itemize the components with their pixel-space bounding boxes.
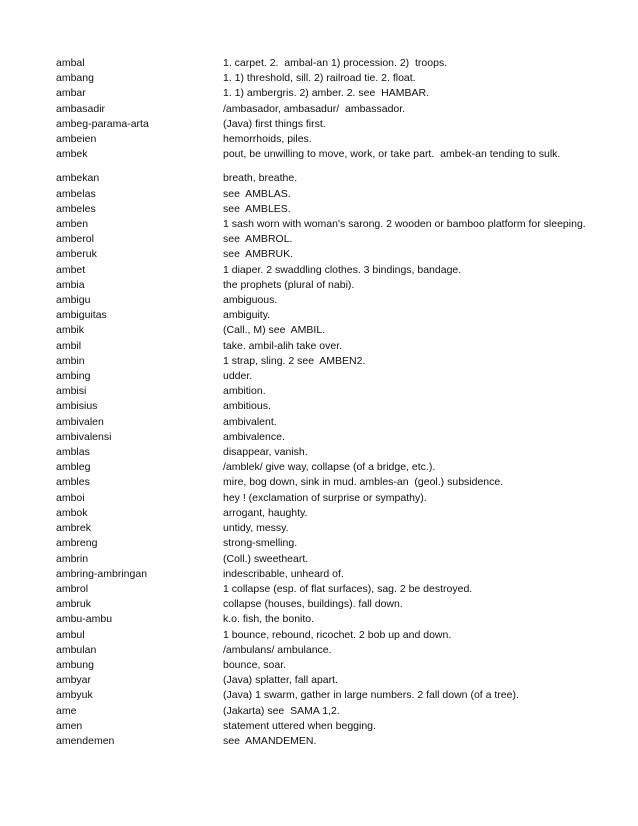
- entry-row: [56, 734, 596, 749]
- entry-definition: see AMANDEMEN.: [223, 734, 317, 747]
- entry-row: [56, 263, 596, 278]
- entry-row: [56, 384, 596, 399]
- entry-row: [56, 147, 596, 162]
- entry-definition: indescribable, unheard of.: [223, 567, 344, 580]
- entry-row: [56, 117, 596, 132]
- entry-definition: 1. 1) threshold, sill. 2) railroad tie. 2. float.: [223, 72, 416, 85]
- entry-definition: ambivalence.: [223, 430, 285, 443]
- entry-definition: udder.: [223, 370, 253, 383]
- entry-definition: /ambulans/ ambulance.: [223, 643, 332, 656]
- entry-definition: (Java) first things first.: [223, 117, 326, 130]
- entry-term: ambeg-parama-arta: [56, 117, 149, 130]
- entry-row: [56, 202, 596, 217]
- entry-term: ambar: [56, 87, 86, 100]
- entry-row: [56, 536, 596, 551]
- entry-term: amben: [56, 218, 89, 231]
- entry-term: ambeles: [56, 202, 96, 215]
- entry-definition: statement uttered when begging.: [223, 719, 376, 732]
- entry-row: [56, 612, 596, 627]
- entry-term: ambung: [56, 658, 94, 671]
- entry-term: amen: [56, 719, 83, 732]
- entry-term: ambrin: [56, 552, 89, 565]
- entry-term: ambok: [56, 506, 88, 519]
- entry-term: ambasadir: [56, 102, 106, 115]
- entry-list: [56, 56, 596, 749]
- entry-row: [56, 323, 596, 338]
- entry-row: [56, 187, 596, 202]
- entry-definition: arrogant, haughty.: [223, 506, 308, 519]
- entry-definition: /ambasador, ambasadur/ ambassador.: [223, 102, 406, 115]
- entry-term: ame: [56, 704, 77, 717]
- entry-term: ambleg: [56, 461, 91, 474]
- entry-term: ambu-ambu: [56, 613, 113, 626]
- entry-term: ambekan: [56, 172, 100, 185]
- entry-definition: ambiguity.: [223, 309, 271, 322]
- entry-definition: disappear, vanish.: [223, 446, 308, 459]
- entry-row: [56, 399, 596, 414]
- entry-definition: 1. carpet. 2. ambal-an 1) procession. 2) troops.: [223, 57, 448, 69]
- entry-definition: see AMBRUK.: [223, 248, 294, 261]
- entry-row: [56, 308, 596, 323]
- entry-term: ambisius: [56, 400, 98, 413]
- entry-definition: 1 strap, sling. 2 see AMBEN2.: [223, 354, 366, 367]
- entry-term: ambiguitas: [56, 309, 107, 322]
- entry-row: [56, 445, 596, 460]
- entry-definition: 1 sash worn with woman's sarong. 2 wooden or bamboo platform for sleeping.: [223, 218, 586, 231]
- entry-term: ambyar: [56, 674, 92, 687]
- entry-definition: ambition.: [223, 385, 266, 398]
- entry-row: [56, 719, 596, 734]
- entry-row: [56, 475, 596, 490]
- entry-row: [56, 491, 596, 506]
- entry-definition: ambitious.: [223, 400, 271, 413]
- entry-term: ambles: [56, 476, 90, 489]
- entry-term: ambivalen: [56, 415, 104, 428]
- entry-definition: mire, bog down, sink in mud. ambles-an (geol.) subsidence.: [223, 476, 504, 489]
- entry-definition: (Jakarta) see SAMA 1,2.: [223, 704, 340, 717]
- entry-row: [56, 247, 596, 262]
- entry-term: ambing: [56, 370, 91, 383]
- entry-row: [56, 132, 596, 147]
- entry-term: ambreng: [56, 537, 98, 550]
- entry-row: [56, 597, 596, 612]
- entry-definition: the prophets (plural of nabi).: [223, 278, 355, 291]
- entry-term: amberuk: [56, 248, 97, 261]
- entry-term: amberol: [56, 233, 94, 246]
- entry-row: [56, 658, 596, 673]
- entry-definition: ambiguous.: [223, 294, 278, 307]
- entry-term: ambisi: [56, 385, 87, 398]
- entry-term: ambal: [56, 57, 85, 69]
- entry-definition: 1 bounce, rebound, ricochet. 2 bob up and down.: [223, 628, 452, 641]
- entry-term: ambeien: [56, 133, 97, 146]
- entry-definition: (Coll.) sweetheart.: [223, 552, 309, 565]
- entry-row: [56, 688, 596, 703]
- entry-term: ambik: [56, 324, 85, 337]
- entry-term: ambigu: [56, 294, 91, 307]
- entry-definition: take. ambil-alih take over.: [223, 339, 343, 352]
- entry-term: amboi: [56, 491, 85, 504]
- entry-definition: k.o. fish, the bonito.: [223, 613, 315, 626]
- entry-row: [56, 430, 596, 445]
- entry-row: [56, 171, 596, 186]
- entry-row: [56, 278, 596, 293]
- entry-row: [56, 628, 596, 643]
- entry-row: [56, 552, 596, 567]
- entry-definition: /amblek/ give way, collapse (of a bridge, etc.).: [223, 461, 436, 474]
- entry-row: [56, 71, 596, 86]
- entry-definition: pout, be unwilling to move, work, or take part. ambek-an tending to sulk.: [223, 148, 561, 161]
- entry-term: amendemen: [56, 734, 115, 747]
- entry-term: ambet: [56, 263, 86, 276]
- entry-row: [56, 704, 596, 719]
- entry-term: ambek: [56, 148, 88, 161]
- entry-row: [56, 521, 596, 536]
- entry-definition: (Java) 1 swarm, gather in large numbers. 2 fall down (of a tree).: [223, 689, 519, 702]
- entry-term: ambring-ambringan: [56, 567, 148, 580]
- entry-row: [56, 339, 596, 354]
- entry-definition: strong-smelling.: [223, 537, 298, 550]
- entry-definition: collapse (houses, buildings). fall down.: [223, 598, 403, 611]
- entry-term: ambelas: [56, 187, 96, 200]
- entry-term: ambruk: [56, 598, 92, 611]
- entry-definition: bounce, soar.: [223, 658, 287, 671]
- entry-definition: hey ! (exclamation of surprise or sympathy).: [223, 491, 427, 504]
- entry-term: ambrol: [56, 582, 89, 595]
- entry-definition: 1 diaper. 2 swaddling clothes. 3 bindings, bandage.: [223, 263, 462, 276]
- entry-definition: see AMBLAS.: [223, 187, 291, 200]
- entry-term: ambrek: [56, 522, 92, 535]
- entry-row: [56, 354, 596, 369]
- entry-definition: see AMBROL.: [223, 233, 293, 246]
- entry-definition: ambivalent.: [223, 415, 277, 428]
- entry-row: [56, 567, 596, 582]
- entry-term: ambulan: [56, 643, 97, 656]
- entry-definition: breath, breathe.: [223, 172, 298, 185]
- entry-term: ambivalensi: [56, 430, 112, 443]
- entry-row: [56, 86, 596, 101]
- entry-definition: untidy, messy.: [223, 522, 289, 535]
- entry-term: ambul: [56, 628, 85, 641]
- entry-row: [56, 460, 596, 475]
- entry-row: [56, 217, 596, 232]
- entry-row: [56, 582, 596, 597]
- entry-definition: see AMBLES.: [223, 202, 291, 215]
- entry-term: amblas: [56, 446, 90, 459]
- entry-row: [56, 102, 596, 117]
- entry-row: [56, 506, 596, 521]
- entry-definition: hemorrhoids, piles.: [223, 133, 312, 146]
- entry-term: ambia: [56, 278, 85, 291]
- entry-definition: (Java) splatter, fall apart.: [223, 674, 338, 687]
- entry-row: [56, 415, 596, 430]
- entry-row: [56, 56, 596, 71]
- entry-definition: 1. 1) ambergris. 2) amber. 2. see HAMBAR.: [223, 87, 429, 100]
- entry-row: [56, 293, 596, 308]
- entry-term: ambin: [56, 354, 85, 367]
- entry-row: [56, 232, 596, 247]
- entry-term: ambil: [56, 339, 82, 352]
- entry-row: [56, 673, 596, 688]
- entry-row: [56, 369, 596, 384]
- entry-term: ambang: [56, 72, 94, 85]
- entry-definition: 1 collapse (esp. of flat surfaces), sag. 2 be destroyed.: [223, 582, 473, 595]
- entry-row: [56, 643, 596, 658]
- entry-definition: (Call., M) see AMBIL.: [223, 324, 326, 337]
- entry-term: ambyuk: [56, 689, 93, 702]
